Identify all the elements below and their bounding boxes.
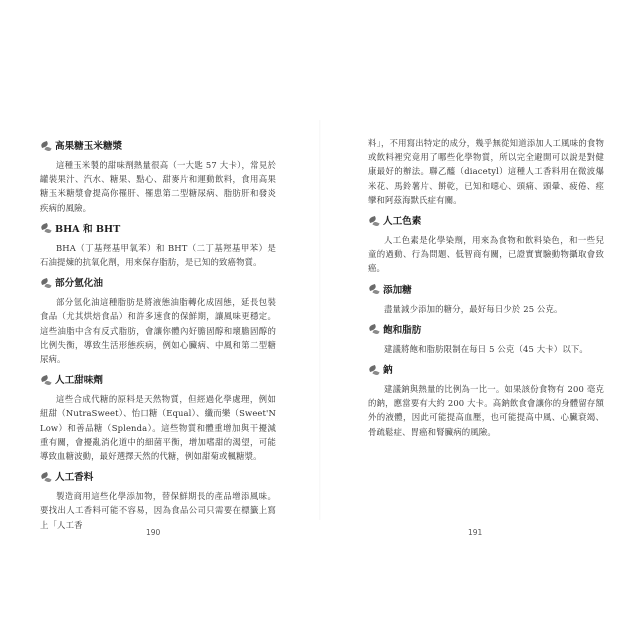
leaf-bullet-icon xyxy=(40,279,52,289)
heading-text: 高果糖玉米糖漿 xyxy=(55,141,123,152)
section-heading xyxy=(368,364,604,377)
left-column xyxy=(40,140,276,540)
heading-text: 人工色素 xyxy=(383,216,422,228)
section-heading xyxy=(40,140,276,153)
heading-text: 部分氫化油 xyxy=(55,278,103,290)
leaf-bullet-icon xyxy=(368,325,380,335)
section-artificial-flavors xyxy=(40,471,276,532)
section-heading xyxy=(40,374,276,387)
page-number-right: 191 xyxy=(468,528,483,537)
section-artificial-sweeteners xyxy=(40,374,276,463)
section-heading xyxy=(40,471,276,484)
right-column xyxy=(368,136,604,447)
section-bha-bht xyxy=(40,223,276,269)
section-body: 盡量減少添加的糖分，最好每日少於 25 公克。 xyxy=(384,303,563,314)
heading-text: 添加糖 xyxy=(383,284,412,296)
leaf-bullet-icon xyxy=(40,224,52,234)
section-body: 這些合成代糖的原料是天然物質，但經過化學處理，例如紐甜（NutraSweet）、怡口糖（Equal）、纖而樂（Sweet'N Low）和善品糖（Splenda）。這些物質和體重增加與干擾減重有關，會擾亂消化道中的細菌平衡，增加嗜甜的渴望，可能導致血糖波動，最好選擇天然的代糖，例如甜菊或楓糖漿。 xyxy=(40,394,276,462)
page-number-left: 190 xyxy=(146,528,161,537)
section-added-sugar xyxy=(368,284,604,316)
section-heading xyxy=(40,223,276,236)
leaf-bullet-icon xyxy=(368,217,380,227)
section-hydrogenated-oil xyxy=(40,277,276,366)
section-body: 部分氫化油這種脂肪是將液態油脂轉化成固態，延長包裝食品（尤其烘焙食品）和許多速食的保鮮期，讓風味更穩定。這些油脂中含有反式脂肪，會讓你體內好膽固醇和壞膽固醇的比例失衡，導致生活形態疾病，例如心臟病、中風和第二型糖尿病。 xyxy=(40,297,276,365)
section-body: 建議將飽和脂肪限制在每日 5 公克（45 大卡）以下。 xyxy=(384,343,588,354)
right-page xyxy=(320,0,640,640)
section-heading xyxy=(40,277,276,290)
section-body: 建議鈉與熱量的比例為一比一。如果該份食物有 200 毫克的鈉，應當要有大約 200 大卡。高鈉飲食會讓你的身體留存額外的液體，因此可能提高血壓，也可能提高中風、心臟衰竭、骨疏鬆症、胃癌和腎臟病的風險。 xyxy=(368,384,604,437)
leaf-bullet-icon xyxy=(40,376,52,386)
heading-text: 人工甜味劑 xyxy=(55,375,103,387)
leaf-bullet-icon xyxy=(368,285,380,295)
heading-text: BHA 和 BHT xyxy=(55,223,121,235)
section-heading xyxy=(368,284,604,297)
leaf-bullet-icon xyxy=(40,473,52,483)
section-body: 人工色素是化學染劑，用來為食物和飲料染色，和一些兒童的過動、行為問題、低智商有關，已證實實驗動物攝取會致癌。 xyxy=(368,235,604,274)
section-hfcs xyxy=(40,140,276,215)
heading-text: 飽和脂肪 xyxy=(383,324,422,336)
section-body: 這種玉米製的甜味劑熱量很高（一大匙 57 大卡），常見於罐裝果汁、汽水、糖果、點心、甜麥片和運動飲料，食用高果糖玉米糖漿會提高你罹肝、罹患第二型糖尿病、脂肪肝和發炎疾病的風險。 xyxy=(40,160,276,213)
section-body: 製造商用這些化學添加物，替保鮮期長的產品增添風味。要找出人工香料可能不容易，因為食品公司只需要在標籤上寫上「人工香 xyxy=(40,491,276,530)
section-heading xyxy=(368,324,604,337)
section-heading xyxy=(368,215,604,228)
leaf-bullet-icon xyxy=(40,142,52,152)
section-artificial-colors xyxy=(368,215,604,276)
heading-text: 鈉 xyxy=(383,365,393,377)
continued-paragraph: 料」，不用寫出特定的成分，幾乎無從知道添加人工風味的食物或飲料裡究竟用了哪些化學物質，所以完全避開可以說是對健康最好的辦法。聯乙醯（diacetyl）這種人工香料用在微波爆米花、馬鈴薯片、餅乾，已知和噁心、頭痛、頭暈、疲倦、痙攣和阿茲海默氏症有關。 xyxy=(368,138,604,205)
section-sodium xyxy=(368,364,604,439)
section-saturated-fat xyxy=(368,324,604,356)
section-body: BHA（丁基羥基甲氧苯）和 BHT（二丁基羥基甲苯）是石油提煉的抗氧化劑，用來保存脂肪，是已知的致癌物質。 xyxy=(40,242,276,268)
leaf-bullet-icon xyxy=(368,366,380,376)
heading-text: 人工香料 xyxy=(55,472,94,484)
